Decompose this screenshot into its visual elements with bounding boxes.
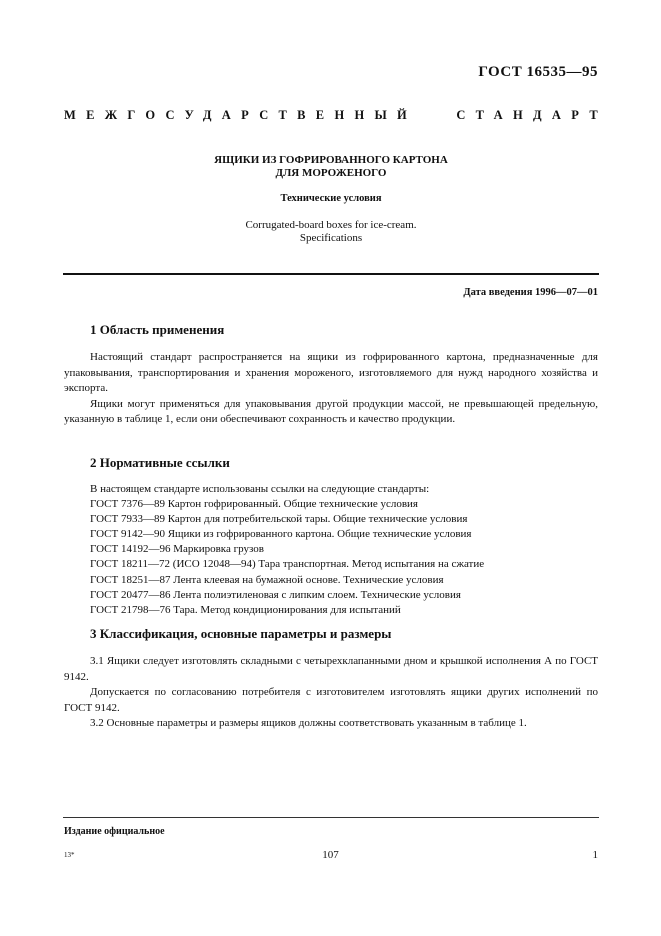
- normative-references-list: [90, 482, 484, 618]
- interstate-standard-banner: [64, 108, 608, 123]
- section-3-paragraph-2: Допускается по согласованию потребителя с изготовителем изготовлять ящики других исполнений по ГОСТ 9142.: [64, 686, 598, 714]
- gost-code: ГОСТ 16535—95: [478, 64, 598, 80]
- document-subtitle: Технические условия: [280, 193, 382, 204]
- title-block: [64, 154, 598, 245]
- english-title: [64, 219, 598, 245]
- section-3-body: [64, 654, 598, 732]
- sheet-mark: 13*: [64, 851, 75, 859]
- reference-item: ГОСТ 20477—86 Лента полиэтиленовая с липким слоем. Технические условия: [90, 588, 461, 601]
- english-title-line-1: Corrugated-board boxes for ice-cream.: [245, 219, 417, 231]
- title-line-1: ЯЩИКИ ИЗ ГОФРИРОВАННОГО КАРТОНА: [214, 154, 448, 166]
- reference-item: ГОСТ 7376—89 Картон гофрированный. Общие технические условия: [90, 498, 418, 511]
- interstate-word: МЕЖГОСУДАРСТВЕННЫЙ: [64, 108, 418, 122]
- references-intro: В настоящем стандарте использованы ссылки на следующие стандарты:: [90, 483, 430, 495]
- standard-word: СТАНДАРТ: [456, 108, 608, 122]
- title-line-2: ДЛЯ МОРОЖЕНОГО: [275, 167, 387, 179]
- section-3-heading: 3 Классификация, основные параметры и размеры: [90, 626, 392, 641]
- reference-item: ГОСТ 18251—87 Лента клеевая на бумажной основе. Технические условия: [90, 573, 444, 586]
- section-2-heading: 2 Нормативные ссылки: [90, 455, 230, 470]
- section-1-body: [64, 350, 598, 428]
- section-1-paragraph-1: Настоящий стандарт распространяется на ящики из гофрированного картона, предназначенные для упаковывания, транспортирования и хранения мороженого, изготовляемого для нужд народного хозяйства и экспорта.: [64, 351, 598, 395]
- sheet-number: 1: [592, 849, 598, 861]
- reference-item: ГОСТ 7933—89 Картон для потребительской тары. Общие технические условия: [90, 513, 468, 526]
- section-1-heading: 1 Область применения: [90, 322, 225, 337]
- official-edition-label: Издание официальное: [64, 826, 165, 837]
- introduction-date: Дата введения 1996—07—01: [463, 287, 598, 298]
- reference-item: ГОСТ 21798—76 Тара. Метод кондиционирования для испытаний: [90, 603, 401, 616]
- reference-item: ГОСТ 18211—72 (ИСО 12048—94) Тара транспортная. Метод испытания на сжатие: [90, 558, 485, 571]
- reference-item: ГОСТ 9142—90 Ящики из гофрированного картона. Общие технические условия: [90, 528, 472, 541]
- header-divider: [63, 273, 599, 275]
- section-1-paragraph-2: Ящики могут применяться для упаковывания другой продукции массой, не превышающей предельную, указанную в таблице 1, если они обеспечивают сохранность и качество продукции.: [64, 397, 598, 426]
- english-title-line-2: Specifications: [299, 232, 363, 244]
- footer-divider: [63, 817, 599, 818]
- section-3-paragraph-3: 3.2 Основные параметры и размеры ящиков должны соответствовать указанным в таблице 1.: [90, 717, 527, 730]
- section-3-paragraph-1: 3.1 Ящики следует изготовлять складными с четырехклапанными дном и крышкой исполнения А по ГОСТ 9142.: [64, 655, 598, 683]
- page-number: 107: [322, 849, 339, 861]
- document-title: [64, 154, 598, 180]
- reference-item: ГОСТ 14192—96 Маркировка грузов: [90, 543, 264, 556]
